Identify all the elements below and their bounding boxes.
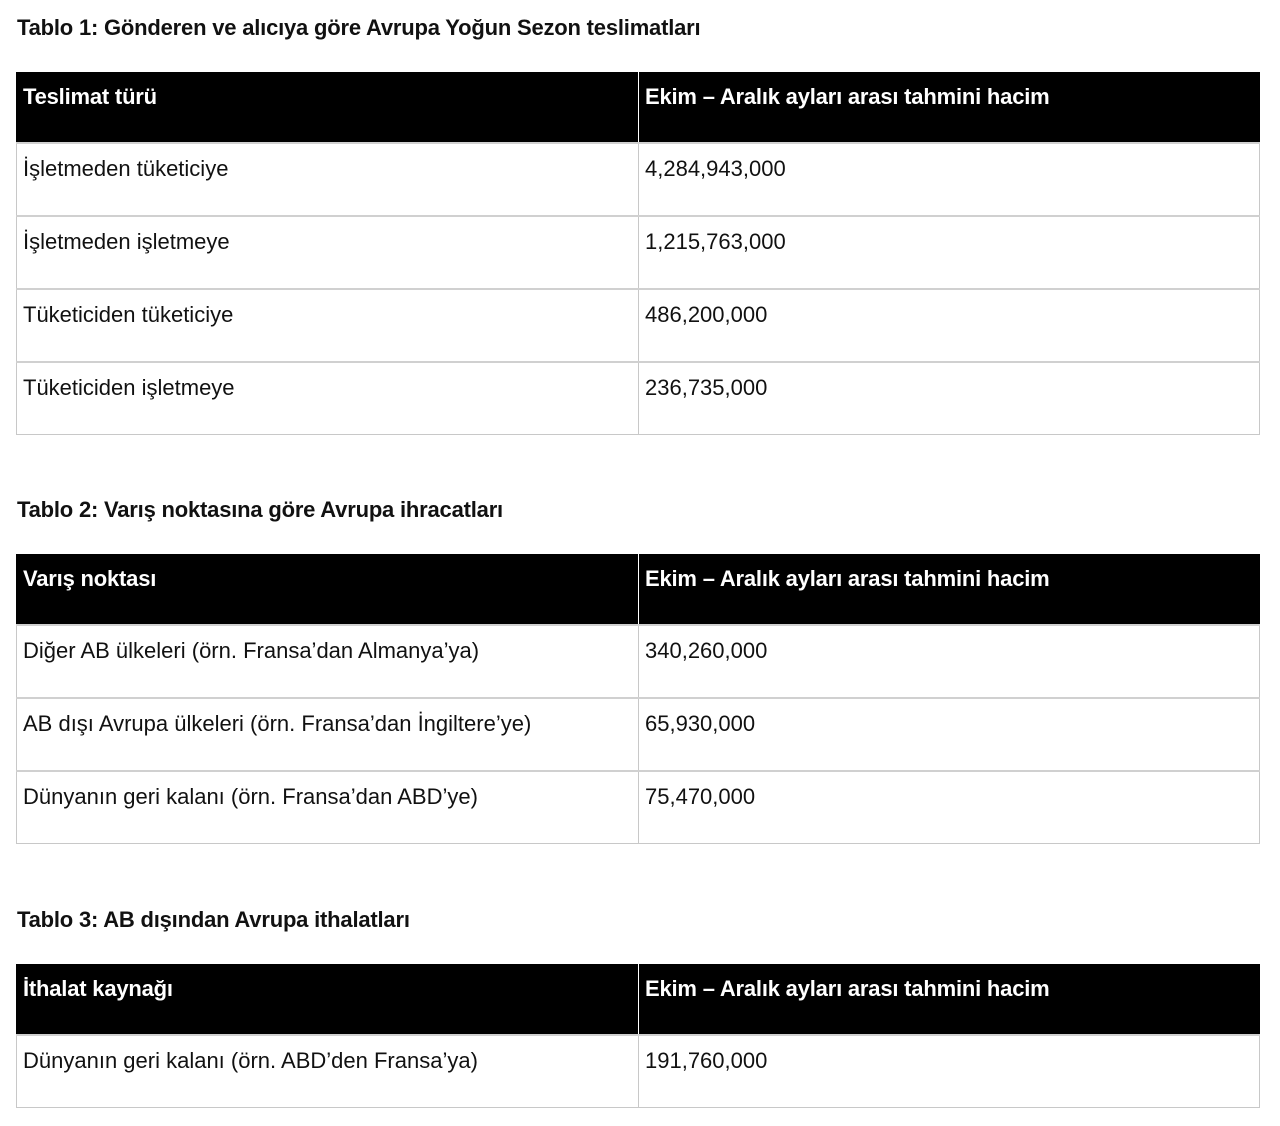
row-label: AB dışı Avrupa ülkeleri (örn. Fransa’dan İngiltere’ye): [17, 698, 639, 771]
table-row: [17, 1035, 1260, 1108]
row-value: 191,760,000: [639, 1035, 1260, 1108]
row-label: Diğer AB ülkeleri (örn. Fransa’dan Almanya’ya): [17, 625, 639, 698]
column-header-import-source: İthalat kaynağı: [17, 964, 639, 1035]
row-value: 1,215,763,000: [639, 216, 1260, 289]
row-value: 75,470,000: [639, 771, 1260, 844]
row-label: Dünyanın geri kalanı (örn. Fransa’dan ABD’ye): [17, 771, 639, 844]
table-row: [17, 216, 1260, 289]
row-label: Tüketiciden işletmeye: [17, 362, 639, 435]
row-label: İşletmeden tüketiciye: [17, 143, 639, 216]
table-row: [17, 143, 1260, 216]
table-1-title: Tablo 1: Gönderen ve alıcıya göre Avrupa Yoğun Sezon teslimatları: [17, 15, 701, 40]
table-row: [17, 625, 1260, 698]
column-header-estimated-volume: Ekim – Aralık ayları arası tahmini hacim: [639, 964, 1260, 1035]
row-value: 486,200,000: [639, 289, 1260, 362]
row-label: Tüketiciden tüketiciye: [17, 289, 639, 362]
column-header-destination: Varış noktası: [17, 554, 639, 625]
table-header-row: [17, 964, 1260, 1035]
row-value: 340,260,000: [639, 625, 1260, 698]
table-row: [17, 698, 1260, 771]
column-header-delivery-type: Teslimat türü: [17, 72, 639, 143]
row-label: Dünyanın geri kalanı (örn. ABD’den Fransa’ya): [17, 1035, 639, 1108]
table-2-title: Tablo 2: Varış noktasına göre Avrupa ihracatları: [17, 497, 503, 522]
column-header-estimated-volume: Ekim – Aralık ayları arası tahmini hacim: [639, 554, 1260, 625]
row-value: 236,735,000: [639, 362, 1260, 435]
row-value: 4,284,943,000: [639, 143, 1260, 216]
table-header-row: [17, 72, 1260, 143]
table-row: [17, 289, 1260, 362]
table-3: [16, 964, 1260, 1108]
table-3-title: Tablo 3: AB dışından Avrupa ithalatları: [17, 907, 410, 932]
table-row: [17, 362, 1260, 435]
table-row: [17, 771, 1260, 844]
column-header-estimated-volume: Ekim – Aralık ayları arası tahmini hacim: [639, 72, 1260, 143]
table-2: [16, 554, 1260, 844]
row-value: 65,930,000: [639, 698, 1260, 771]
row-label: İşletmeden işletmeye: [17, 216, 639, 289]
table-1: [16, 72, 1260, 435]
table-header-row: [17, 554, 1260, 625]
